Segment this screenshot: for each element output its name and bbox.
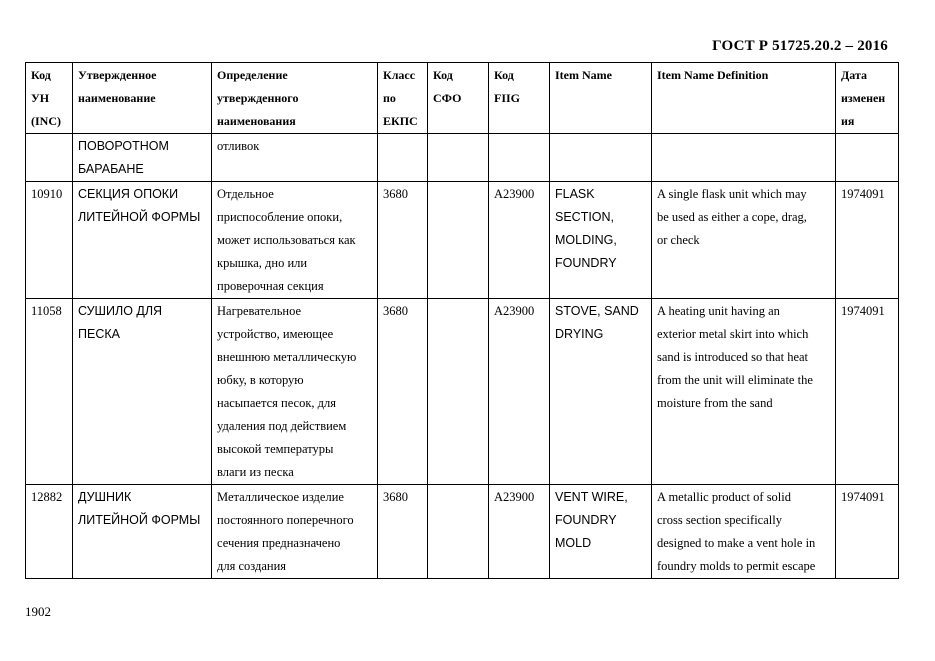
column-header-name: Утвержденное наименование [73, 63, 212, 134]
cell-fiig: A23900 [489, 299, 550, 485]
cell-inc: 10910 [26, 182, 73, 299]
column-header-definition: Определение утвержденного наименования [212, 63, 378, 134]
table-row [26, 485, 899, 579]
cell-fiig: A23900 [489, 182, 550, 299]
cell-sfo [428, 134, 489, 182]
cell-class: 3680 [378, 299, 428, 485]
cell-inc: 12882 [26, 485, 73, 579]
cell-class: 3680 [378, 182, 428, 299]
column-header-date: Дата изменен ия [836, 63, 899, 134]
cell-fiig: A23900 [489, 485, 550, 579]
cell-definition: Металлическое изделие постоянного поперечного сечения предназначено для создания [212, 485, 378, 579]
cell-definition: Отдельное приспособление опоки, может использоваться как крышка, дно или проверочная секция [212, 182, 378, 299]
cell-date: 1974091 [836, 299, 899, 485]
cell-name: СУШИЛО ДЛЯ ПЕСКА [73, 299, 212, 485]
table-header-row [26, 63, 899, 134]
document-code: ГОСТ Р 51725.20.2 – 2016 [712, 38, 888, 54]
cell-date: 1974091 [836, 485, 899, 579]
table-row [26, 134, 899, 182]
column-header-fiig: Код FIIG [489, 63, 550, 134]
cell-sfo [428, 299, 489, 485]
column-header-inc: Код УН (INC) [26, 63, 73, 134]
page-number: 1902 [25, 604, 51, 619]
cell-item-definition [652, 134, 836, 182]
cell-item-definition: A single flask unit which may be used as either a cope, drag, or check [652, 182, 836, 299]
cell-definition: отливок [212, 134, 378, 182]
cell-item-name: STOVE, SAND DRYING [550, 299, 652, 485]
cell-inc [26, 134, 73, 182]
cell-name: ДУШНИК ЛИТЕЙНОЙ ФОРМЫ [73, 485, 212, 579]
cell-item-name: VENT WIRE, FOUNDRY MOLD [550, 485, 652, 579]
cell-item-name [550, 134, 652, 182]
column-header-sfo: Код СФО [428, 63, 489, 134]
catalog-table [25, 62, 899, 579]
cell-sfo [428, 485, 489, 579]
cell-item-name: FLASK SECTION, MOLDING, FOUNDRY [550, 182, 652, 299]
cell-item-definition: A metallic product of solid cross section specifically designed to make a vent hole in foundry molds to permit escape [652, 485, 836, 579]
cell-class: 3680 [378, 485, 428, 579]
column-header-item-definition: Item Name Definition [652, 63, 836, 134]
column-header-class: Класс по ЕКПС [378, 63, 428, 134]
cell-definition: Нагревательное устройство, имеющее внешнюю металлическую юбку, в которую насыпается песок, для удаления под действием высокой температуры влаги из песка [212, 299, 378, 485]
cell-name: СЕКЦИЯ ОПОКИ ЛИТЕЙНОЙ ФОРМЫ [73, 182, 212, 299]
table-row [26, 299, 899, 485]
column-header-item-name: Item Name [550, 63, 652, 134]
table-row [26, 182, 899, 299]
cell-date: 1974091 [836, 182, 899, 299]
cell-class [378, 134, 428, 182]
cell-inc: 11058 [26, 299, 73, 485]
cell-sfo [428, 182, 489, 299]
cell-fiig [489, 134, 550, 182]
cell-name: ПОВОРОТНОМ БАРАБАНЕ [73, 134, 212, 182]
cell-item-definition: A heating unit having an exterior metal skirt into which sand is introduced so that heat from the unit will eliminate the moisture from the sand [652, 299, 836, 485]
cell-date [836, 134, 899, 182]
